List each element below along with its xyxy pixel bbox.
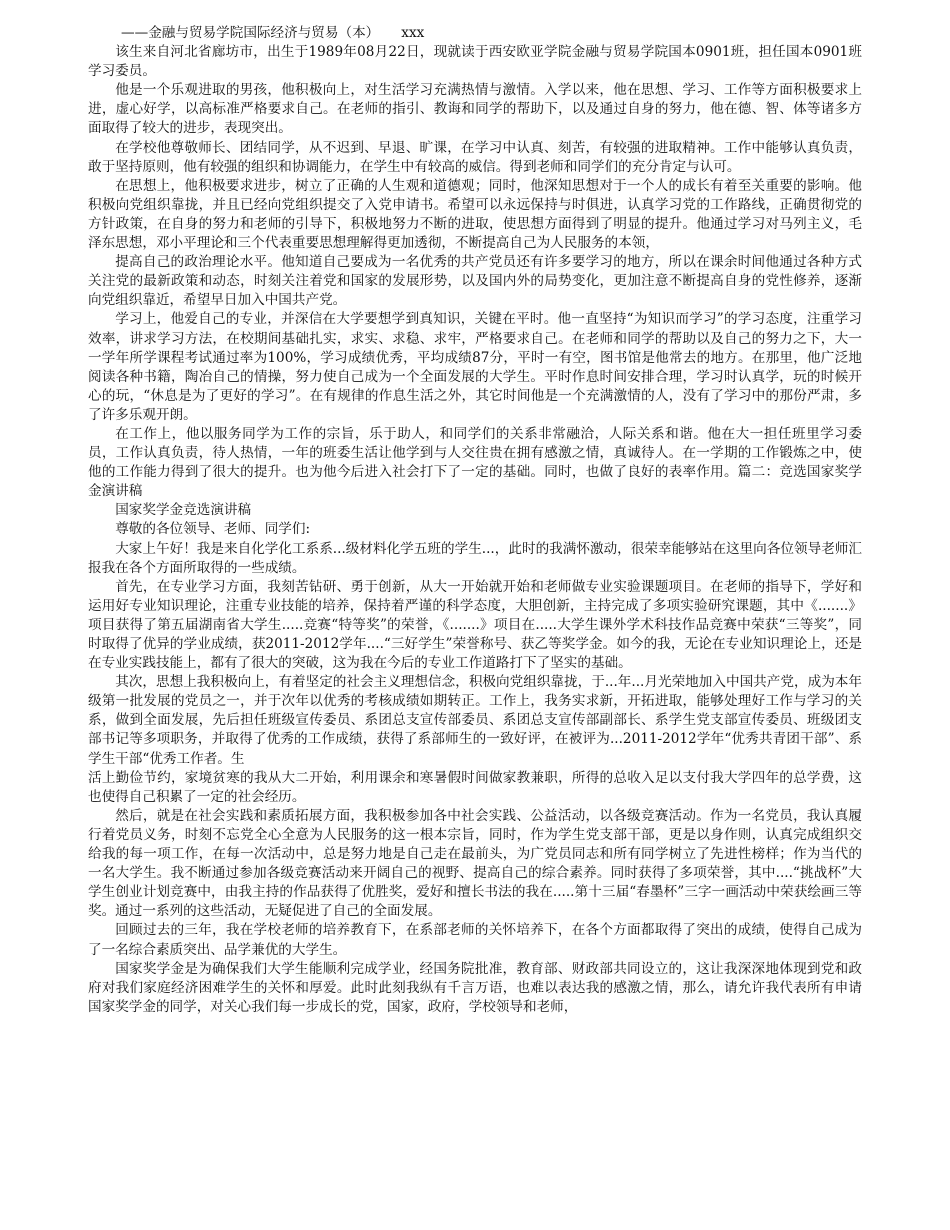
paragraph-review: 回顾过去的三年，我在学校老师的培养教育下，在系部老师的关怀培养下，在各个方面都取得了突出的成绩，使得自己成为了一名综合素质突出、品学兼优的大学生。 (88, 922, 862, 958)
paragraph-social-practice: 然后，就是在社会实践和素质拓展方面，我积极参加各中社会实践、公益活动，以各级竞赛活动。作为一名党员，我认真履行着党员义务，时刻不忘党全心全意为人民服务的这一根本宗旨，同时，作为学生党支部干部，更是以身作则，认真完成组织交给我的每一项工作，在每一次活动中，总是努力地是自己走在最前头，为广党员同志和所有同学树立了先进性榜样；作为当代的一名大学生。我不断通过参加各级竞赛活动来开阔自己的视野、提高自己的综合素养。同时获得了多项荣誉，其中....“挑战杯”大学生创业计划竞赛中，由我主持的作品获得了优胜奖，爱好和擅长书法的我在.....第十三届“春墨杯”三字一画活动中荣获绘画三等奖。通过一系列的这些活动，无疑促进了自己的全面发展。 (88, 807, 862, 920)
paragraph-scholarship: 国家奖学金是为确保我们大学生能顺利完成学业，经国务院批准，教育部、财政部共同设立的，这让我深深地体现到党和政府对我们家庭经济困难学生的关怀和厚爱。此时此刻我纵有千言万语，也难以表达我的感激之情，那么，请允许我代表所有申请国家奖学金的同学，对关心我们每一步成长的党，国家，政府，学校领导和老师， (88, 960, 862, 1015)
speech-title: 国家奖学金竞选演讲稿 (115, 502, 252, 519)
paragraph-character: 他是一个乐观进取的男孩，他积极向上，对生活学习充满热情与激情。入学以来，他在思想、学习、工作等方面积极要求上进，虚心好学，以高标准严格要求自己。在老师的指引、教诲和同学的帮助下，以及通过自身的努力，他在德、智、体等诸多方面取得了较大的进步，表现突出。 (88, 82, 862, 137)
paragraph-party-work: 其次，思想上我积极向上，有着坚定的社会主义理想信念，积极向党组织靠拢，于...年...月光荣地加入中国共产党，成为本年级第一批发展的党员之一，并于次年以优秀的考核成绩如期转正。工作上，我务实求新，开拓进取，能够处理好工作与学习的关系，做到全面发展，先后担任班级宣传委员、系团总支宣传部委员、系团总支宣传部副部长、系学生党支部宣传委员、班级团支部书记等多项职务，并取得了优秀的工作成绩，获得了系部师生的一致好评，在被评为...2011-2012学年“优秀共青团干部”、系学生干部“优秀工作者。生 (88, 674, 862, 767)
document-header (121, 24, 862, 43)
paragraph-academics: 首先，在专业学习方面，我刻苦钻研、勇于创新，从大一开始就开始和老师做专业实验课题项目。在老师的指导下，学好和运用好专业知识理论，注重专业技能的培养，保持着严谨的科学态度，大胆创新，主持完成了多项实验研究课题，其中《.......》项目获得了第五届湖南省大学生.....竞赛“特等奖”的荣誉，《.......》项目在.....大学生课外学术科技作品竞赛中荣获“三等奖”，同时取得了优异的学业成绩，获2011-2012学年....“三好学生”荣誉称号、获乙等奖学金。如今的我，无论在专业知识理论上，还是在专业实践技能上，都有了很大的突破，这为我在今后的专业工作道路打下了坚实的基础。 (88, 578, 862, 672)
paragraph-ideology: 在思想上，他积极要求进步，树立了正确的人生观和道德观；同时，他深知思想对于一个人的成长有着至关重要的影响。他积极向党组织靠拢，并且已经向党组织提交了入党申请书。希望可以永远保持与时俱进，认真学习党的工作路线，正确贯彻党的方针政策，在自身的努力和老师的引导下，积极地努力不断的进取，使思想方面得到了明显的提升。他通过学习对马列主义，毛泽东思想，邓小平理论和三个代表重要思想理解得更加透彻，不断提高自己为人民服务的本领， (88, 177, 862, 252)
header-title: ——金融与贸易学院国际经济与贸易（本） (121, 25, 380, 41)
paragraph-intro: 该生来自河北省廊坊市，出生于1989年08月22日，现就读于西安欧亚学院金融与贸易学院国本0901班，担任国本0901班学习委员。 (88, 44, 862, 80)
speech-salutation: 尊敬的各位领导、老师、同学们: (115, 521, 311, 538)
paragraph-school-conduct: 在学校他尊敬师长、团结同学，从不迟到、早退、旷课，在学习中认真、刻苦，有较强的进取精神。工作中能够认真负责，敢于坚持原则，他有较强的组织和协调能力，在学生中有较高的威信。得到老师和同学们的充分肯定与认可。 (88, 139, 862, 175)
paragraph-life: 活上勤俭节约，家境贫寒的我从大二开始，利用课余和寒暑假时间做家教兼职，所得的总收入足以支付我大学四年的总学费，这也使得自己积累了一定的社会经历。 (88, 769, 862, 805)
paragraph-greeting: 大家上午好！我是来自化学化工系系...级材料化学五班的学生...，此时的我满怀激动，很荣幸能够站在这里向各位领导老师汇报我在各个方面所取得的一些成绩。 (88, 540, 862, 576)
paragraph-political-theory: 提高自己的政治理论水平。他知道自己要成为一名优秀的共产党员还有许多要学习的地方，所以在课余时间他通过各种方式关注党的最新政策和动态，时刻关注着党和国家的发展形势，以及国内外的局势变化，更加注意不断提高自身的党性修养，逐渐向党组织靠近，希望早日加入中国共产党。 (88, 254, 862, 309)
header-name: xxx (401, 25, 425, 41)
paragraph-study: 学习上，他爱自己的专业，并深信在大学要想学到真知识，关键在平时。他一直坚持“为知识而学习”的学习态度，注重学习效率，讲求学习方法，在校期间基础扎实，求实、求稳、求牢，严格要求自己。在老师和同学的帮助以及自己的努力之下，大一一学年所学课程考试通过率为100%，学习成绩优秀，平均成绩87分，平时一有空，图书馆是他常去的地方。在那里，他广泛地阅读各种书籍，陶冶自己的情操，努力使自己成为一个全面发展的大学生。平时作息时间安排合理，学习时认真学，玩的时候开心的玩，“休息是为了更好的学习”。在有规律的作息生活之外，其它时间他是一个充满激情的人，没有了学习中的那份严肃，多了许多乐观开朗。 (88, 311, 862, 423)
paragraph-work: 在工作上，他以服务同学为工作的宗旨，乐于助人，和同学们的关系非常融洽，人际关系和谐。他在大一担任班里学习委员，工作认真负责，待人热情，一年的班委生活让他学到与人交往贵在拥有感激之情，真诚待人。在一学期的工作锻炼之中，使他的工作能力得到了很大的提升。也为他今后进入社会打下了一定的基础。同时，也做了良好的表率作用。篇二：竞选国家奖学金演讲稿 (88, 425, 862, 500)
